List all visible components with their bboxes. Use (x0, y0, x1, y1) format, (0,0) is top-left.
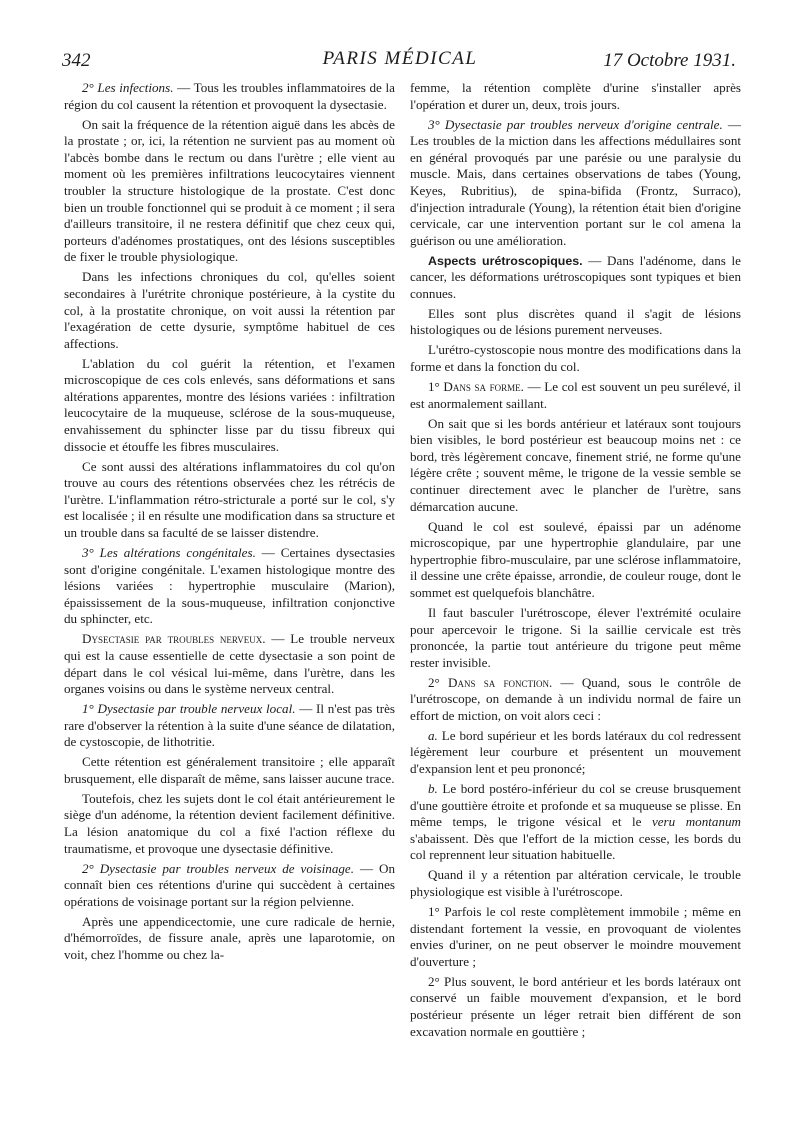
page-number: 342 (62, 50, 91, 71)
paragraph: Cette rétention est généralement transitoire ; elle apparaît brusquement, elle disparaît de même, sans laisser aucune trace. (64, 754, 395, 786)
section-heading: 3° Les altérations congénitales. (82, 544, 256, 560)
paragraph: Toutefois, chez les sujets dont le col était antérieurement le siège d'un adénome, la rétention devient facilement définitive. La lésion anatomique du col a fixé l'action réflexe du traumatisme, et provoque une dysectasie définitive. (64, 790, 395, 856)
issue-date: 17 Octobre 1931. (603, 50, 736, 71)
term: veru montanum (651, 814, 742, 830)
paragraph: Elles sont plus discrètes quand il s'agit de lésions histologiques ou de lésions purement nerveuses. (410, 305, 741, 338)
paragraph: Quand le col est soulevé, épaissi par un adénome microscopique, par une hypertrophie glandulaire, par une hypertrophie fibro-musculaire, par une sclérose inflammatoire, il dessine une crête épaisse, arrondie, de couleur rouge, dont le sommet est quelquefois blanchâtre. (410, 518, 741, 600)
paragraph: 1° Dysectasie par trouble nerveux local. — Il n'est pas très rare d'observer la rétention à la suite d'une séance de dilatation, de cystoscopie, de lithotritie. (64, 701, 395, 750)
section-heading: 2° Dysectasie par troubles nerveux de voisinage. (82, 860, 355, 876)
paragraph: a. Le bord supérieur et les bords latéraux du col redressent légèrement leur courbure et présentent un mouvement d'expansion lent et peu prononcé; (410, 727, 741, 777)
left-column (64, 80, 395, 967)
paragraph: Dans les infections chroniques du col, qu'elles soient secondaires à l'urétrite chronique postérieure, à la cystite du col, à la prostatite chronique, on voit aussi la rétention par l'exagération de cette dysurie, symptôme habituel de ces affections. (64, 269, 395, 351)
paragraph: Quand il y a rétention par altération cervicale, le trouble physiologique est visible à l'urétroscope. (410, 867, 741, 899)
paragraph: 2° Les infections. — Tous les troubles inflammatoires de la région du col causent la rétention et provoquent la dysectasie. (64, 80, 395, 112)
paragraph: On sait que si les bords antérieur et latéraux sont toujours bien visibles, le bord postérieur est beaucoup moins net : ce bord, très légèrement concave, finement strié, ne forme qu'une légère crête ; souvent même, le trigone de la vessie semble se continuer directement avec le plancher de l'urètre, sans démarcation aucune. (410, 415, 741, 514)
paragraph: 2° Plus souvent, le bord antérieur et les bords latéraux ont conservé un faible mouvement d'expansion, et le bord postérieur présente un léger retrait bien différent de son excavation normale en gouttière ; (410, 973, 741, 1039)
section-heading: 3° Dysectasie par troubles nerveux d'origine centrale. (428, 116, 723, 132)
section-heading: Dysectasie par troubles nerveux. (82, 631, 266, 647)
section-heading: Aspects urétroscopiques. (428, 253, 583, 268)
list-marker: b. (428, 781, 438, 797)
paragraph: 1° Parfois le col reste complètement immobile ; même en distendant fortement la vessie, en provoquant de violentes envies d'uriner, on ne peut observer le moindre mouvement d'ouverture ; (410, 903, 741, 969)
paragraph: Dysectasie par troubles nerveux. — Le trouble nerveux qui est la cause essentielle de cette dysectasie a son point de départ dans le col vésical lui-même, dans l'urètre, dans les organes voisins ou dans le système nerveux central. (64, 631, 395, 697)
paragraph: 2° Dysectasie par troubles nerveux de voisinage. — On connaît bien ces rétentions d'urine qui succèdent à certaines opérations de voisinage portant sur la région pelvienne. (64, 860, 395, 909)
paragraph: 1° Dans sa forme. — Le col est souvent un peu surélevé, il est anormalement saillant. (410, 379, 741, 411)
paragraph: 3° Les altérations congénitales. — Certaines dysectasies sont d'origine congénitale. L'examen histologique montre des lésions variées : hypertrophie musculaire (Marion), épaississement de la sous-muqueuse, infiltration conjonctive du sphincter, etc. (64, 544, 395, 627)
section-heading: 1° Dysectasie par trouble nerveux local. (82, 701, 296, 717)
paragraph: femme, la rétention complète d'urine s'installer après l'opération et durer un, deux, trois jours. (410, 80, 741, 112)
paragraph: Ce sont aussi des altérations inflammatoires du col qu'on trouve au cours des rétentions observées chez les rétrécis de l'urètre. L'inflammation rétro-stricturale a porté sur le col, s'y est localisée ; il en résulte une modification dans sa structure et un trouble dans sa faculté de se laisser distendre. (64, 458, 395, 540)
journal-title: PARIS MÉDICAL (322, 48, 478, 69)
paragraph: On sait la fréquence de la rétention aiguë dans les abcès de la prostate ; or, ici, la rétention ne survient pas au moment où l'abcès bombe dans le rectum ou dans l'urètre ; elle vient au moment où les premières infiltrations leucocytaires viennent troubler la structure histologique de la prostate. C'est donc bien un trouble fonctionnel qui se produit à ce moment ; il sera d'ailleurs transitoire, il ne restera définitif que chez ceux qui, porteurs d'adénomes prostatiques, ont des lésions susceptibles de fixer le trouble physiologique. (64, 116, 395, 265)
paragraph: Aspects urétroscopiques. — Dans l'adénome, dans le cancer, les déformations urétroscopiques sont typiques et bien connues. (410, 252, 741, 301)
paragraph: Après une appendicectomie, une cure radicale de hernie, d'hémorroïdes, de fissure anale, après une laparotomie, on voit, chez l'homme ou chez la- (64, 913, 395, 962)
paragraph: b. Le bord postéro-inférieur du col se creuse brusquement d'une gouttière étroite et profonde et sa muqueuse se plisse. En même temps, le trigone vésical et le veru montanum s'abaissent. Dès que l'effort de la miction cesse, les bords du col reprennent leur situation habituelle. (410, 781, 742, 863)
paragraph: 3° Dysectasie par troubles nerveux d'origine centrale. —Les troubles de la miction dans les affections médullaires sont en général provoqués par une parésie ou une paralysie du muscle. Mais, dans certaines observations de tabes (Young, Keyes, Rubritius), de spina-bifida (Frontz, Surraco), d'injection intradurale (Young), la rétention était bien d'origine cervicale, car une intervention portant sur le col amena la guérison ou une amélioration. (410, 116, 742, 248)
section-heading: 2° Dans sa fonction. (428, 674, 553, 690)
paragraph: Il faut basculer l'urétroscope, élever l'extrémité oculaire pour apercevoir le trigone. Si la saillie cervicale est très prononcée, la partie tout antérieure du trigone peut même rester invisible. (410, 604, 741, 670)
section-heading: 2° Les infections. (82, 80, 174, 95)
paragraph: L'ablation du col guérit la rétention, et l'examen microscopique de ces cols enlevés, sans déformations et sans altérations apparentes, montre des lésions variées : infiltration leucocytaire de la muqueuse, sclérose de la sous-muqueuse, envahissement du sphincter lisse par du tissu fibreux qui dissocie et étouffe les fibres musculaires. (64, 355, 395, 454)
list-marker: a. (428, 727, 438, 743)
section-heading: 1° Dans sa forme. (428, 379, 524, 395)
paragraph: 2° Dans sa fonction. — Quand, sous le contrôle de l'urétroscope, on demande à un individu normal de faire un effort de miction, on voit alors ceci : (410, 674, 741, 723)
paragraph: L'urétro-cystoscopie nous montre des modifications dans la forme et dans la fonction du col. (410, 342, 741, 375)
right-column (410, 80, 741, 1044)
